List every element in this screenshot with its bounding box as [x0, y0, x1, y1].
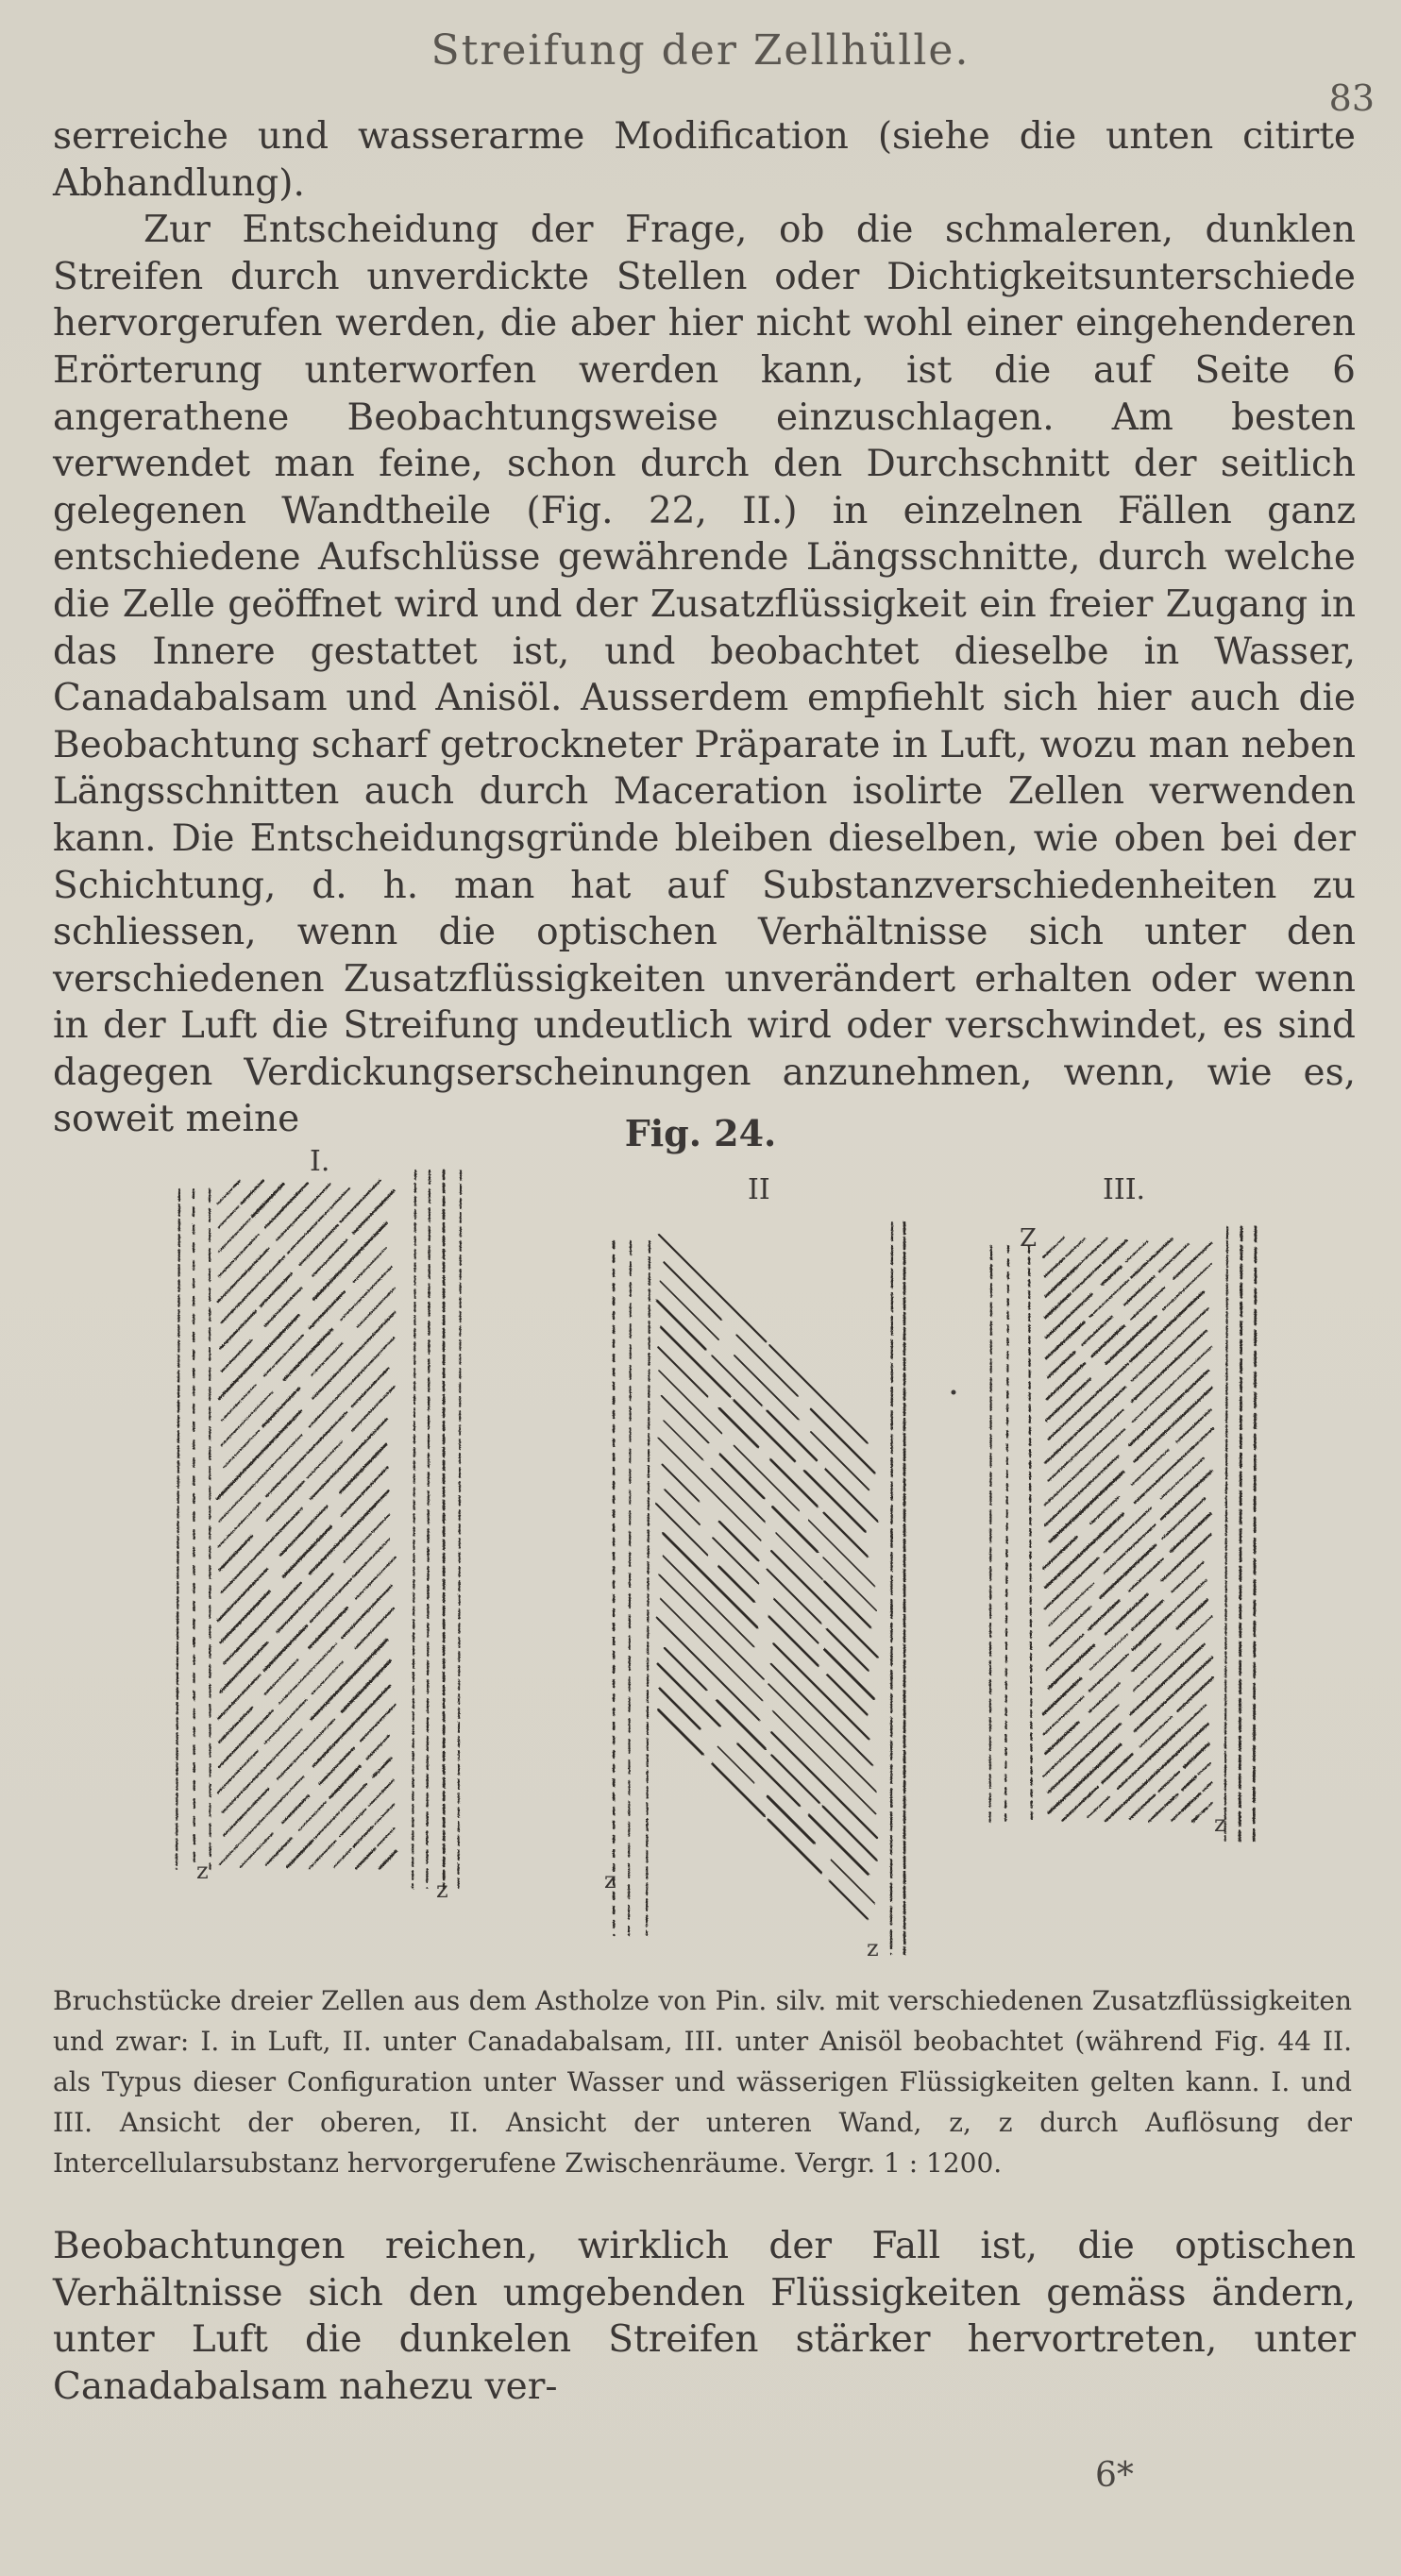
hatch-stroke — [219, 1315, 298, 1398]
hatch-stroke — [657, 1618, 759, 1720]
hatch-stroke — [1104, 1524, 1155, 1573]
hatch-stroke — [264, 1626, 307, 1671]
hatch-stroke — [224, 1583, 300, 1663]
hatch-stroke — [352, 1387, 395, 1431]
hatch-stroke — [1029, 1246, 1032, 1822]
continuation-text — [53, 2223, 1356, 2410]
hatch-stroke — [218, 1249, 269, 1302]
hatch-stroke — [1130, 1795, 1156, 1819]
hatch-stroke — [380, 1860, 387, 1868]
hatch-stroke — [242, 1181, 263, 1204]
speck-mark — [952, 1390, 956, 1395]
hatch-stroke — [1102, 1267, 1121, 1285]
hatch-stroke — [1050, 1607, 1091, 1646]
hatch-stroke — [658, 1438, 760, 1540]
hatch-stroke — [1043, 1247, 1054, 1257]
hatch-stroke — [1073, 1265, 1101, 1291]
hatch-stroke — [261, 1273, 292, 1305]
hatch-stroke — [659, 1235, 766, 1341]
hatch-stroke — [340, 1444, 386, 1492]
hatch-stroke — [1049, 1410, 1123, 1481]
hatch-stroke — [811, 1432, 869, 1490]
panel-2-z-left: z — [604, 1867, 616, 1894]
hatch-stroke — [1005, 1246, 1008, 1822]
hatch-stroke — [265, 1700, 307, 1743]
hatch-stroke — [1254, 1227, 1256, 1841]
hatch-stroke — [771, 1551, 877, 1657]
hatch-stroke — [664, 1421, 702, 1459]
hatch-stroke — [279, 1643, 337, 1704]
hatch-stroke — [1135, 1388, 1212, 1461]
hatch-stroke — [1050, 1472, 1123, 1541]
hatch-stroke — [312, 1640, 387, 1719]
hatch-stroke — [1183, 1802, 1191, 1810]
hatch-stroke — [629, 1241, 631, 1935]
signature-mark: 6* — [1095, 2456, 1134, 2495]
hatch-stroke — [263, 1389, 299, 1426]
hatch-stroke — [1126, 1241, 1148, 1262]
hatch-stroke — [341, 1784, 366, 1810]
hatch-stroke — [660, 1689, 700, 1729]
hatch-stroke — [1045, 1258, 1064, 1276]
panel-3-z-top: Z — [1020, 1224, 1038, 1253]
hatch-stroke — [312, 1312, 395, 1398]
hatch-stroke — [664, 1534, 757, 1627]
hatch-stroke — [1131, 1238, 1172, 1277]
hatch-stroke — [717, 1701, 766, 1749]
hatch-stroke — [342, 1467, 388, 1516]
hatch-stroke — [1049, 1364, 1128, 1440]
hatch-stroke — [1192, 1817, 1197, 1822]
hatch-stroke — [342, 1661, 390, 1712]
paragraph-1: serreiche und wasserarme Modification (siehe die unten citirte Abhandlung). — [53, 115, 1356, 205]
hatch-stroke — [341, 1181, 380, 1222]
hatch-stroke — [665, 1648, 706, 1690]
hatch-stroke — [220, 1311, 256, 1349]
figure-caption: Bruchstücke dreier Zellen aus dem Astholze von Pin. silv. mit verschiedenen Zusatzflüssigkeiten und zwar: I. in Luft, II. unter Canadabalsam, III. unter Anisöl beobachtet (während Fig. 44 II. als Typus dieser Configuration unter Wasser und wässerigen Flüssigkeiten gelten kann. I. und III. Ansicht der oberen, II. Ansicht der unteren Wand, z, z durch Auflösung der Intercellularsubstanz hervorgerufene Zwischenräume. Vergr. 1 : 1200. — [53, 1985, 1352, 2179]
hatch-stroke — [823, 1557, 876, 1610]
hatch-stroke — [1131, 1644, 1205, 1714]
hatch-stroke — [1043, 1678, 1081, 1714]
hatch-stroke — [311, 1579, 351, 1622]
hatch-stroke — [773, 1507, 818, 1552]
figure-panel-3 — [990, 1173, 1256, 1841]
hatch-stroke — [278, 1720, 334, 1779]
hatch-stroke — [1203, 1808, 1207, 1811]
hatch-stroke — [1130, 1292, 1204, 1362]
hatch-stroke — [656, 1504, 707, 1555]
hatch-stroke — [224, 1789, 268, 1835]
figure-24-illustration — [0, 1142, 1401, 1973]
hatch-stroke — [1240, 1227, 1241, 1841]
figure-title: Fig. 24. — [624, 1112, 777, 1154]
hatch-stroke — [218, 1751, 258, 1793]
hatch-stroke — [1066, 1238, 1085, 1256]
hatch-stroke — [264, 1336, 303, 1376]
hatch-stroke — [1132, 1644, 1160, 1672]
hatch-stroke — [712, 1355, 762, 1406]
hatch-stroke — [824, 1581, 870, 1627]
hatch-stroke — [309, 1841, 335, 1869]
hatch-stroke — [265, 1288, 302, 1325]
hatch-stroke — [1048, 1352, 1074, 1377]
hatch-stroke — [1192, 1793, 1200, 1801]
hatch-stroke — [1199, 1763, 1210, 1775]
hatch-stroke — [768, 1796, 814, 1843]
hatch-stroke — [223, 1729, 302, 1812]
hatch-stroke — [252, 1184, 283, 1216]
hatch-stroke — [1106, 1771, 1158, 1822]
hatch-stroke — [719, 1408, 758, 1447]
hatch-stroke — [990, 1246, 991, 1822]
hatch-stroke — [1149, 1808, 1164, 1822]
hatch-stroke — [769, 1617, 819, 1666]
hatch-stroke — [378, 1828, 395, 1846]
hatch-stroke — [226, 1189, 232, 1196]
hatch-stroke — [825, 1650, 874, 1699]
hatch-stroke — [720, 1455, 764, 1498]
figure-panel-2 — [604, 1173, 904, 1961]
hatch-stroke — [354, 1190, 395, 1233]
hatch-stroke — [1049, 1724, 1121, 1793]
hatch-stroke — [282, 1795, 308, 1823]
hatch-stroke — [1176, 1409, 1210, 1442]
hatch-stroke — [773, 1711, 876, 1814]
hatch-stroke — [717, 1746, 753, 1782]
hatch-stroke — [310, 1338, 395, 1426]
hatch-stroke — [823, 1807, 876, 1860]
panel-1-label: I. — [310, 1145, 330, 1178]
hatch-stroke — [265, 1183, 308, 1227]
hatch-stroke — [1045, 1514, 1122, 1588]
hatch-stroke — [1106, 1316, 1156, 1363]
hatch-stroke — [1203, 1782, 1211, 1791]
hatch-stroke — [354, 1826, 374, 1846]
hatch-stroke — [1044, 1697, 1084, 1735]
hatch-stroke — [1045, 1456, 1119, 1525]
panel-3-label: III. — [1103, 1173, 1146, 1206]
hatch-stroke — [768, 1684, 876, 1792]
hatch-stroke — [774, 1599, 818, 1642]
hatch-stroke — [313, 1223, 386, 1300]
panel-1-z-left: z — [196, 1858, 209, 1884]
hatch-stroke — [1045, 1429, 1124, 1505]
paragraph-3: Beobachtungen reichen, wirklich der Fall ist, die optischen Verhältnisse sich den umgebenden Flüssigkeiten gemäss ändern, unter Luft die dunkelen Streifen stärker hervortreten, unter Canadabalsam nahezu ver- — [53, 2225, 1356, 2408]
running-head: Streifung der Zellhülle. — [430, 26, 971, 75]
hatch-stroke — [1132, 1331, 1207, 1402]
hatch-stroke — [1132, 1450, 1169, 1485]
hatch-stroke — [233, 1181, 240, 1187]
hatch-stroke — [1133, 1616, 1212, 1691]
hatch-stroke — [1046, 1635, 1083, 1670]
hatch-stroke — [825, 1469, 877, 1521]
hatch-stroke — [312, 1662, 343, 1694]
hatch-stroke — [776, 1533, 822, 1579]
hatch-stroke — [299, 1802, 327, 1830]
main-text — [53, 113, 1356, 1143]
hatch-stroke — [277, 1184, 330, 1240]
hatch-stroke — [266, 1838, 292, 1864]
hatch-stroke — [1133, 1347, 1212, 1423]
hatch-stroke — [221, 1591, 269, 1642]
hatch-stroke — [210, 1189, 211, 1869]
hatch-stroke — [772, 1756, 819, 1803]
hatch-stroke — [266, 1482, 304, 1522]
hatch-stroke — [340, 1810, 365, 1837]
hatch-stroke — [219, 1219, 250, 1252]
hatch-stroke — [1047, 1363, 1085, 1399]
hatch-stroke — [1055, 1237, 1065, 1247]
panel-1-z-right: z — [436, 1877, 448, 1903]
hatch-stroke — [219, 1710, 273, 1767]
hatch-stroke — [358, 1288, 395, 1327]
hatch-stroke — [1165, 1794, 1177, 1806]
hatch-stroke — [427, 1170, 430, 1888]
hatch-stroke — [770, 1459, 817, 1506]
hatch-stroke — [313, 1686, 390, 1766]
hatch-stroke — [1046, 1322, 1084, 1358]
hatch-stroke — [1046, 1315, 1070, 1338]
hatch-stroke — [712, 1469, 765, 1522]
hatch-stroke — [219, 1206, 239, 1227]
hatch-stroke — [1046, 1379, 1089, 1421]
hatch-stroke — [663, 1465, 700, 1502]
hatch-stroke — [220, 1642, 267, 1692]
hatch-stroke — [1101, 1545, 1156, 1598]
hatch-stroke — [827, 1629, 868, 1670]
hatch-stroke — [663, 1556, 753, 1646]
hatch-stroke — [219, 1435, 301, 1522]
hatch-stroke — [713, 1764, 765, 1816]
hatch-stroke — [266, 1455, 306, 1496]
hatch-stroke — [217, 1411, 301, 1499]
hatch-stroke — [288, 1841, 313, 1867]
hatch-stroke — [664, 1262, 721, 1320]
hatch-stroke — [356, 1608, 394, 1648]
panel-3-z-bottom: z — [1214, 1810, 1226, 1837]
hatch-stroke — [1172, 1812, 1181, 1821]
hatch-stroke — [342, 1586, 392, 1638]
hatch-stroke — [828, 1675, 868, 1715]
hatch-stroke — [1161, 1471, 1212, 1519]
hatch-stroke — [647, 1241, 650, 1935]
hatch-stroke — [1045, 1388, 1125, 1463]
hatch-stroke — [1171, 1514, 1210, 1552]
hatch-stroke — [1132, 1308, 1208, 1381]
hatch-stroke — [300, 1225, 338, 1265]
hatch-stroke — [891, 1222, 892, 1954]
hatch-stroke — [657, 1301, 705, 1349]
hatch-stroke — [824, 1513, 868, 1557]
hatch-stroke — [660, 1281, 718, 1339]
hatch-stroke — [373, 1759, 391, 1777]
hatch-stroke — [330, 1766, 361, 1797]
hatch-stroke — [1090, 1280, 1129, 1317]
hatch-stroke — [1088, 1797, 1109, 1818]
hatch-stroke — [1049, 1645, 1094, 1689]
hatch-stroke — [830, 1881, 868, 1919]
hatch-stroke — [310, 1608, 347, 1647]
figure-panel-1 — [177, 1145, 461, 1903]
hatch-stroke — [388, 1851, 396, 1860]
hatch-stroke — [341, 1267, 392, 1320]
hatch-stroke — [177, 1189, 179, 1869]
hatch-stroke — [314, 1812, 339, 1838]
hatch-stroke — [459, 1170, 462, 1888]
hatch-stroke — [1160, 1724, 1208, 1769]
hatch-stroke — [222, 1392, 273, 1446]
panel-2-label: II — [748, 1173, 770, 1206]
hatch-stroke — [1089, 1655, 1128, 1692]
hatch-stroke — [288, 1188, 350, 1254]
hatch-stroke — [659, 1710, 703, 1755]
hatch-stroke — [768, 1411, 817, 1460]
hatch-stroke — [222, 1340, 252, 1372]
hatch-stroke — [662, 1396, 708, 1442]
hatch-stroke — [1161, 1458, 1204, 1499]
hatch-stroke — [1062, 1787, 1097, 1821]
hatch-stroke — [1162, 1498, 1205, 1539]
hatch-stroke — [283, 1527, 330, 1577]
hatch-stroke — [1043, 1705, 1119, 1776]
hatch-stroke — [218, 1675, 260, 1719]
hatch-stroke — [665, 1490, 700, 1524]
page-number: 83 — [1328, 77, 1375, 119]
hatch-stroke — [771, 1664, 872, 1765]
hatch-stroke — [356, 1848, 375, 1868]
hatch-stroke — [832, 1860, 875, 1904]
hatch-stroke — [369, 1780, 394, 1806]
hatch-stroke — [809, 1815, 868, 1874]
hatch-stroke — [1163, 1264, 1211, 1310]
hatch-stroke — [280, 1507, 327, 1556]
hatch-stroke — [1182, 1705, 1206, 1727]
hatch-stroke — [1090, 1634, 1128, 1669]
hatch-stroke — [1162, 1534, 1211, 1580]
hatch-stroke — [278, 1574, 333, 1632]
hatch-stroke — [771, 1732, 877, 1838]
hatch-stroke — [659, 1574, 764, 1679]
hatch-stroke — [1106, 1594, 1147, 1634]
hatch-stroke — [1049, 1744, 1121, 1812]
hatch-stroke — [1135, 1428, 1213, 1503]
hatch-stroke — [1177, 1677, 1213, 1711]
hatch-stroke — [1090, 1497, 1119, 1524]
hatch-stroke — [284, 1330, 332, 1380]
hatch-stroke — [1135, 1658, 1212, 1731]
hatch-stroke — [768, 1820, 821, 1873]
hatch-stroke — [219, 1235, 259, 1276]
hatch-stroke — [1049, 1583, 1094, 1625]
hatch-stroke — [218, 1197, 226, 1204]
hatch-stroke — [1173, 1243, 1211, 1279]
hatch-stroke — [1133, 1614, 1171, 1650]
hatch-stroke — [220, 1776, 304, 1864]
hatch-stroke — [768, 1570, 821, 1624]
hatch-stroke — [310, 1491, 388, 1574]
hatch-stroke — [658, 1347, 707, 1396]
hatch-stroke — [719, 1522, 758, 1560]
hatch-stroke — [218, 1569, 267, 1621]
hatch-stroke — [334, 1848, 352, 1867]
hatch-stroke — [713, 1538, 758, 1583]
hatch-stroke — [1158, 1772, 1179, 1792]
hatch-stroke — [1171, 1580, 1207, 1614]
hatch-stroke — [311, 1419, 387, 1499]
hatch-stroke — [352, 1369, 389, 1407]
hatch-stroke — [1225, 1227, 1227, 1841]
hatch-stroke — [413, 1170, 415, 1888]
hatch-stroke — [344, 1514, 389, 1562]
hatch-stroke — [661, 1599, 763, 1701]
hatch-stroke — [1045, 1294, 1070, 1318]
hatch-stroke — [222, 1508, 302, 1593]
hatch-stroke — [1183, 1776, 1196, 1790]
hatch-stroke — [1103, 1240, 1126, 1263]
hatch-stroke — [1208, 1803, 1212, 1807]
hatch-stroke — [367, 1736, 389, 1759]
hatch-stroke — [1045, 1558, 1099, 1609]
paragraph-2: Zur Entscheidung der Frage, ob die schmaleren, dunklen Streifen durch unverdickte Stellen oder Dichtigkeitsunterschiede hervorgerufen werden, die aber hier nicht wohl einer eingehenderen Erörterung unterworfen werden kann, ist die auf Seite 6 angerathene Beobachtungsweise einzuschlagen. Am besten verwendet man feine, schon durch den Durchschnitt der seitlich gelegenen Wandtheile (Fig. 22, II.) in einzelnen Fällen ganz entschiedene Aufschlüsse gewährende Längsschnitte, durch welche die Zelle geöffnet wird und der Zusatzflüssigkeit ein freier Zugang in das Innere gestattet ist, und beobachtet dieselbe in Wasser, Canadabalsam und Anisöl. Ausserdem empfiehlt sich hier auch die Beobachtung scharf getrockneter Präparate in Luft, wozu man neben Längsschnitten auch durch Maceration isolirte Zellen verwenden kann. Die Entscheidungsgründe bleiben dieselben, wie oben bei der Schichtung, d. h. man hat auf Substanzverschiedenheiten zu schliessen, wenn die optischen Verhältnisse sich unter den verschiedenen Zusatzflüssigkeiten unverändert erhalten oder wenn in der Luft die Streifung undeutlich wird oder verschwindet, es sind dagegen Verdickungserscheinungen anzunehmen, wenn, wie es, soweit meine — [53, 209, 1356, 1141]
hatch-stroke — [1198, 1812, 1203, 1816]
hatch-stroke — [353, 1539, 390, 1577]
hatch-stroke — [308, 1412, 346, 1453]
hatch-stroke — [1129, 1371, 1208, 1445]
hatch-stroke — [356, 1557, 396, 1599]
hatch-stroke — [1185, 1744, 1209, 1767]
hatch-stroke — [1072, 1294, 1091, 1313]
hatch-stroke — [1105, 1507, 1152, 1552]
panel-2-z-bottom: z — [867, 1935, 879, 1961]
hatch-stroke — [375, 1804, 394, 1824]
hatch-stroke — [218, 1503, 261, 1547]
